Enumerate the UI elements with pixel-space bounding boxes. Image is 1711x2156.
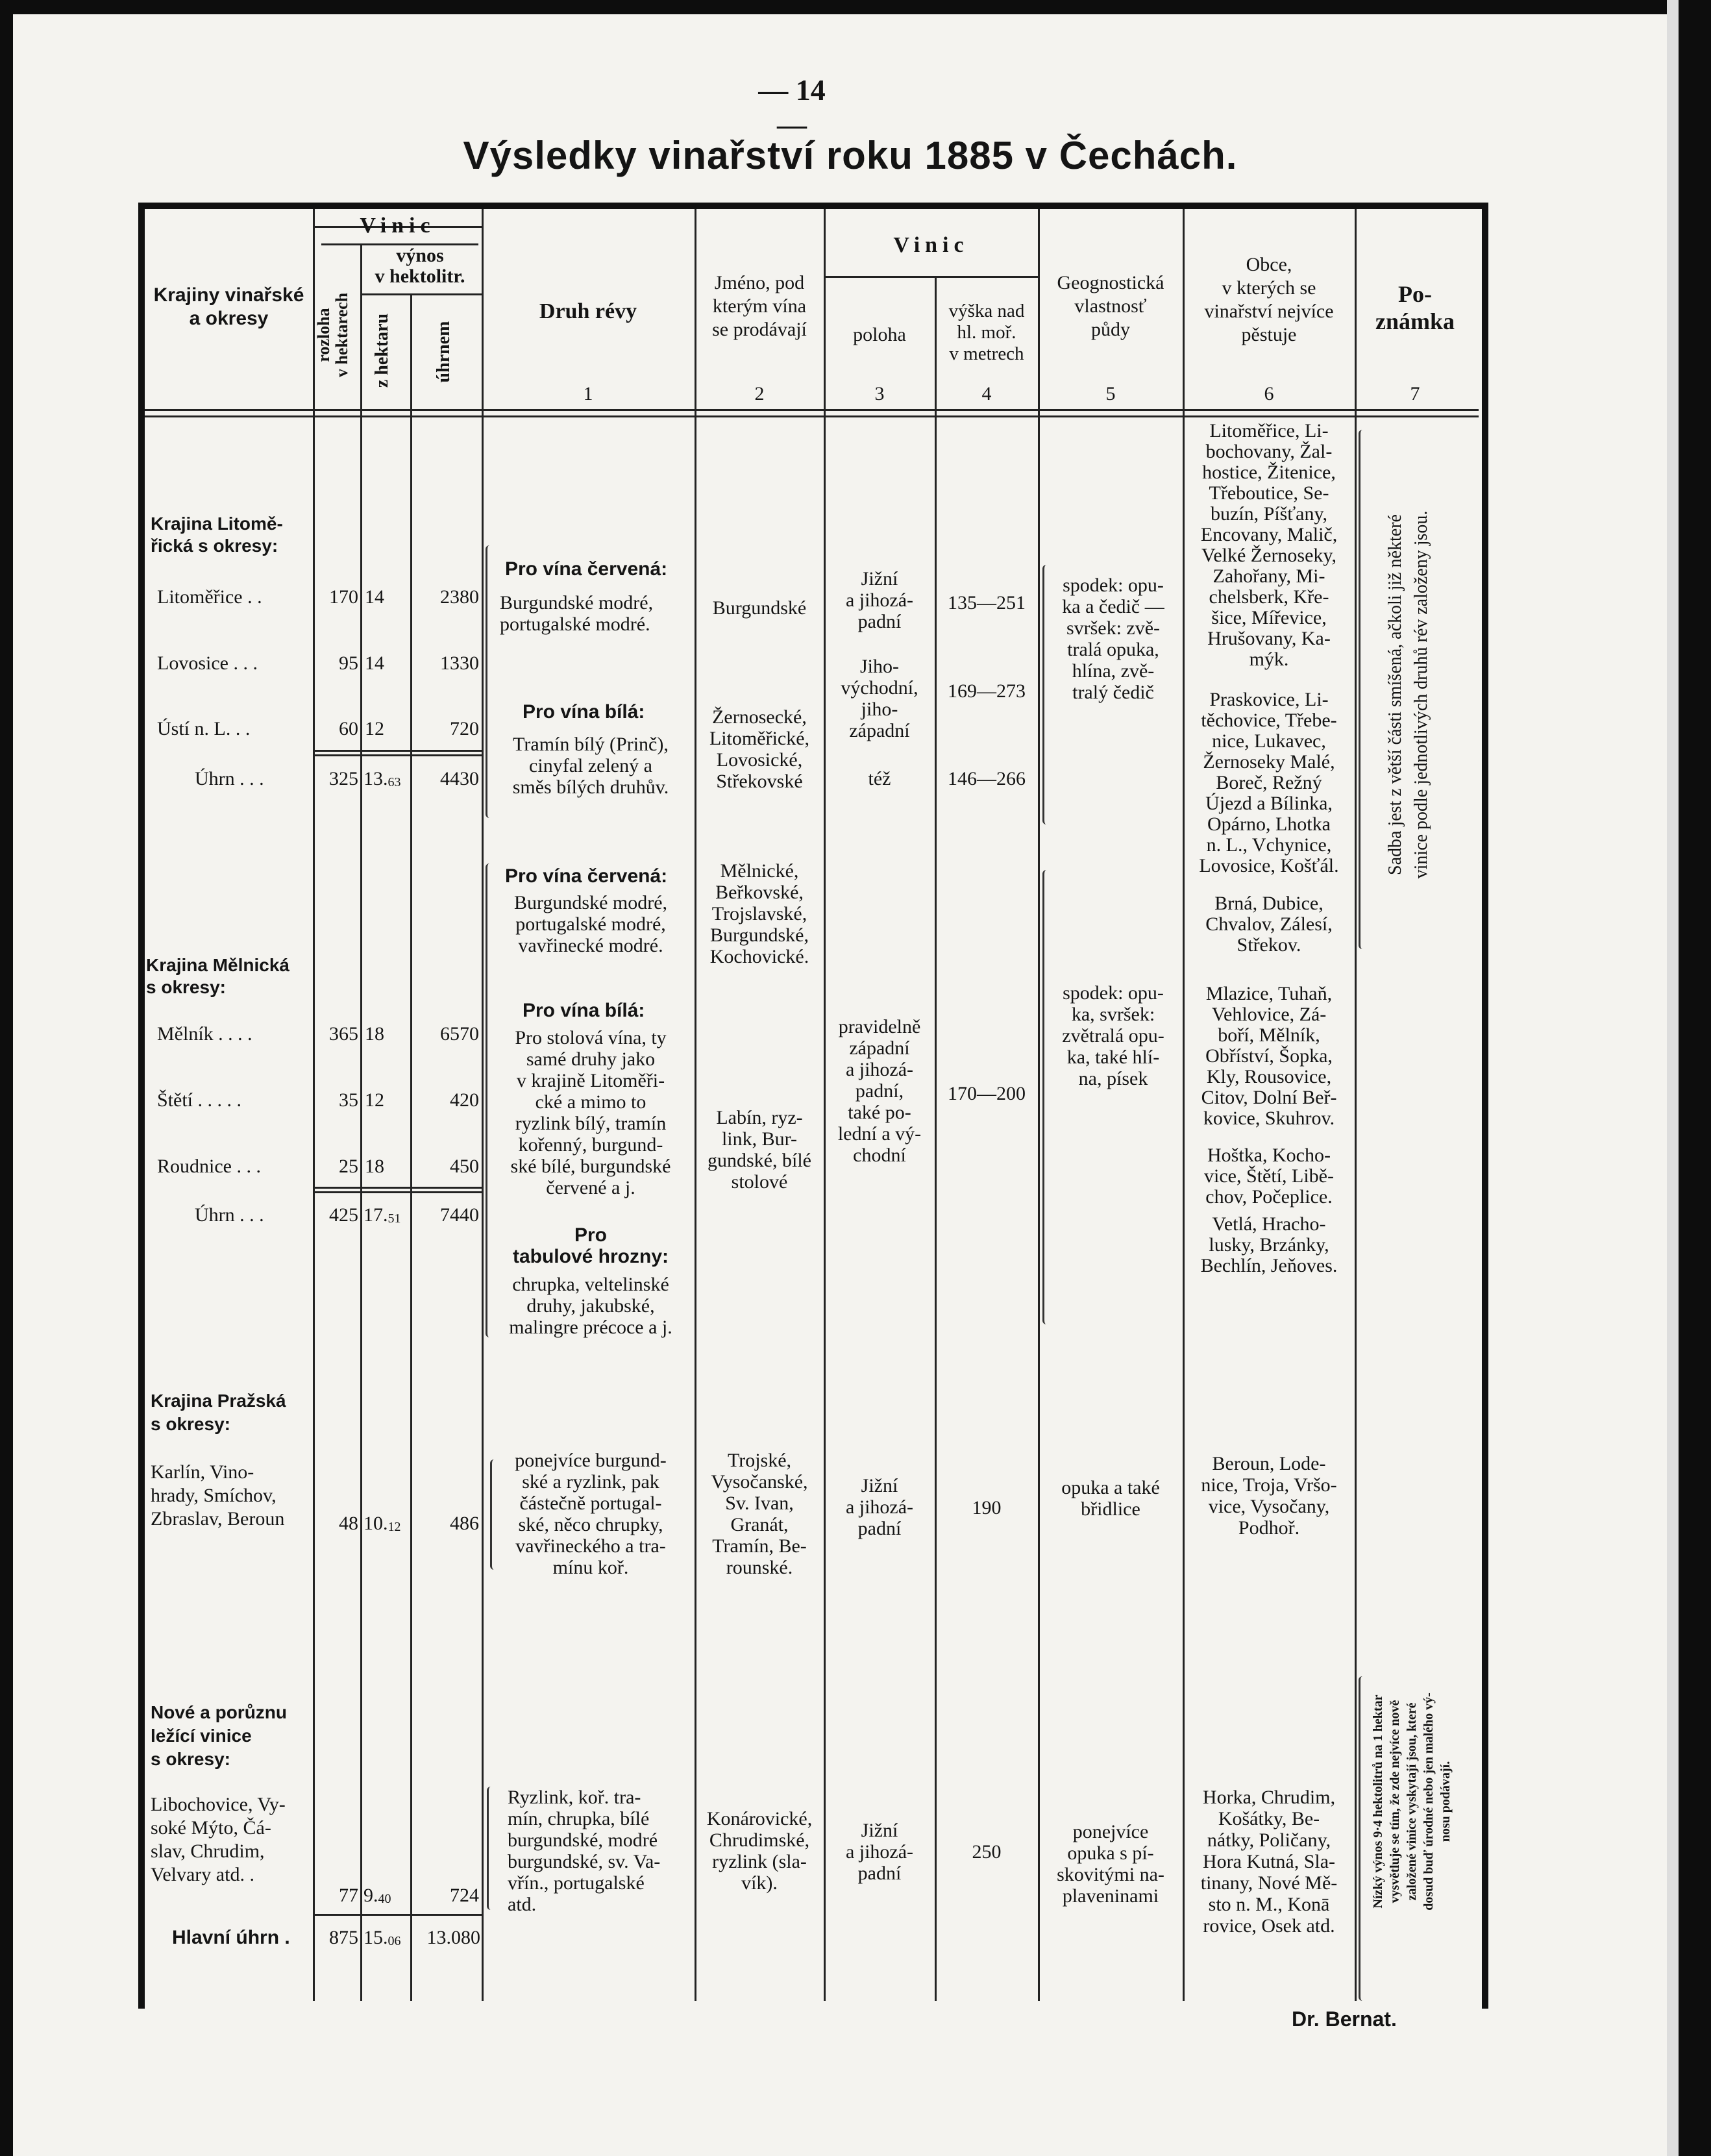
header-poznamka: Po- známka — [1375, 281, 1455, 334]
area-sum: 325 — [329, 768, 358, 789]
column-rule — [935, 276, 937, 2001]
grape-varieties: ponejvíce burgund- ské a ryzlink, pak částečně portugal- ské, něco chrupky, vavřineckého a tra- mínu koř. — [515, 1450, 667, 1578]
header-poloha: poloha — [853, 324, 906, 345]
header-vyska: výška nad hl. moř. v metrech — [948, 301, 1025, 364]
wine-name: Burgundské — [712, 597, 807, 619]
altitude: 146—266 — [948, 768, 1026, 789]
area-sum: 425 — [329, 1204, 358, 1226]
area-value: 365 — [329, 1023, 358, 1045]
municipalities: Beroun, Lode- nice, Troja, Vršo- vice, Vysočany, Podhoř. — [1201, 1453, 1337, 1539]
altitude: 190 — [972, 1497, 1002, 1518]
altitude: 250 — [972, 1841, 1002, 1863]
column-rule — [1038, 209, 1040, 2001]
soil-geology: ponejvíce opuka s pí- skovitými na- plaveninami — [1057, 1821, 1164, 1907]
header-rozloha-text: rozloha v hektarech — [314, 292, 351, 378]
sum-label: Úhrn . . . — [195, 768, 264, 789]
municipalities: Litoměřice, Li- bochovany, Žal- hostice, Žitenice, Třeboutice, Se- buzín, Píšťany, Encovany, Malič, Velké Žernoseky, Zahořany, Mi- chelsberk, Kře- šice, Mířevice, Hrušovany, Ka- mýk. — [1200, 420, 1338, 670]
yield-total: 724 — [450, 1885, 479, 1906]
column-rule — [1355, 209, 1357, 2001]
header-druh: Druh révy — [539, 299, 637, 323]
vineyard-position: Jižní a jihozá- padní — [845, 568, 914, 632]
brace — [1359, 1676, 1367, 2001]
yield-total-sum: 4430 — [440, 768, 479, 789]
column-number: 7 — [1410, 383, 1420, 404]
red-wine-varieties: Burgundské modré, portugalské modré, vavřinecké modré. — [513, 892, 668, 956]
header-rule — [360, 293, 482, 295]
red-wine-varieties: Burgundské modré, portugalské modré. — [500, 592, 654, 635]
yield-total: 720 — [450, 718, 479, 739]
yield-per-ha-dec: 63 — [388, 775, 401, 789]
yield-per-ha-sum — [363, 768, 401, 793]
municipalities: Mlazice, Tuhaň, Vehlovice, Zá- boří, Mělník, Obříství, Šopka, Kly, Rousovice, Citov, Dolní Beř- kovice, Skuhrov. — [1201, 983, 1337, 1129]
column-rule — [482, 209, 484, 2001]
soil-geology: spodek: opu- ka, svršek: zvětralá opu- ka, také hlí- na, písek — [1062, 982, 1164, 1089]
municipalities: Brná, Dubice, Chvalov, Zálesí, Střekov. — [1205, 893, 1333, 956]
signature: Dr. Bernat. — [1292, 2007, 1397, 2031]
yield-per-ha-int: 17. — [363, 1204, 388, 1226]
grand-total-yield: 13.080 — [426, 1927, 480, 1948]
wine-name: Žernosecké, Litoměřické, Lovosické, Střekovské — [709, 706, 810, 792]
remark-top: Sadba jest z větší části smíšená, ačkoli již některé vinice podle jednotlivých druhů rév založeny jsou. — [1385, 510, 1431, 879]
area-value: 170 — [329, 586, 358, 608]
region-name: Krajina Pražská s okresy: — [151, 1391, 286, 1434]
column-rule — [313, 209, 315, 2001]
page-number: — 14 — — [758, 73, 826, 141]
scan-border-top — [0, 0, 1711, 14]
red-wine-label: Pro vína červená: — [505, 558, 668, 580]
white-wine-label: Pro vína bílá: — [523, 701, 645, 723]
page-title: Výsledky vinařství roku 1885 v Čechách. — [463, 134, 1238, 177]
yield-per-ha: 12 — [365, 718, 384, 739]
grape-varieties: Ryzlink, koř. tra- mín, chrupka, bílé burgundské, modré burgundské, sv. Va- vřín., portugalské atd. — [508, 1787, 661, 1915]
brace — [1042, 870, 1051, 1324]
column-rule — [360, 243, 362, 2001]
municipalities: Vetlá, Hracho- lusky, Brzánky, Bechlín, Jeňoves. — [1200, 1213, 1338, 1276]
header-jmeno: Jméno, pod kterým vína se prodávají — [712, 272, 807, 340]
header-regions: Krajiny vinařské a okresy — [153, 284, 304, 329]
wine-name: Mělnické, Beřkovské, Trojslavské, Burgundské, Kochovické. — [709, 860, 809, 967]
header-rule — [824, 276, 1038, 278]
vineyard-position: Jiho- východní, jiho- západní — [841, 656, 918, 741]
remark-bottom: Nízký výnos 9·4 hektolitrů na 1 hektar vysvětluje se tím, že zde nejvíce nově založené vinice vyskytají jsou, které dosud buď úrodné nebo jen malého vý- nosu podávají. — [1371, 1692, 1453, 1911]
grand-total-per-ha — [363, 1927, 401, 1952]
header-geo: Geognostická vlastnosť půdy — [1057, 272, 1164, 340]
yield-total: 450 — [450, 1156, 479, 1177]
scan-edge-right — [1667, 0, 1679, 2156]
column-number: 4 — [981, 383, 992, 404]
region-name: Krajina Mělnická s okresy: — [146, 955, 289, 997]
district-name: Mělník . . . . — [157, 1023, 252, 1045]
region-name: Krajina Litomě- řická s okresy: — [151, 514, 283, 556]
table-grapes-label: Pro tabulové hrozny: — [512, 1224, 669, 1267]
column-number: 3 — [874, 383, 885, 404]
column-number: 1 — [583, 383, 593, 404]
column-number: 5 — [1105, 383, 1116, 404]
scan-border-right — [1679, 0, 1711, 2156]
yield-total-sum: 7440 — [440, 1204, 479, 1226]
yield-per-ha-dec: 40 — [378, 1892, 391, 1906]
column-number: 6 — [1264, 383, 1274, 404]
area-value: 77 — [339, 1885, 358, 1906]
header-obce: Obce, v kterých se vinařství nejvíce pěstuje — [1204, 254, 1334, 345]
district-name: Lovosice . . . — [157, 652, 258, 674]
altitude: 169—273 — [948, 680, 1026, 702]
header-bottom-rule — [145, 409, 1479, 411]
district-name: Ústí n. L. . . — [157, 718, 251, 739]
district-name: Karlín, Vino- hrady, Smíchov, Zbraslav, Beroun — [151, 1461, 285, 1530]
altitude: 135—251 — [948, 592, 1026, 613]
sum-label: Úhrn . . . — [195, 1204, 264, 1226]
district-name: Štětí . . . . . — [157, 1089, 242, 1111]
soil-geology: spodek: opu- ka a čedič — svršek: zvě- tralá opuka, hlína, zvě- tralý čedič — [1062, 575, 1164, 703]
sum-rule — [315, 1191, 482, 1193]
yield-total: 1330 — [440, 652, 479, 674]
wine-name: Labín, ryz- link, Bur- gundské, bílé stolové — [708, 1107, 811, 1193]
grand-total-area: 875 — [329, 1927, 358, 1948]
region-name: Nové a porůznu ležící vinice s okresy: — [151, 1702, 288, 1769]
yield-total: 6570 — [440, 1023, 479, 1045]
vineyard-position: Jižní a jihozá- padní — [845, 1820, 914, 1884]
wine-name: Konárovické, Chrudimské, ryzlink (sla- vík). — [706, 1808, 813, 1894]
white-wine-varieties: Tramín bílý (Prinč), cinyfal zelený a směs bílých druhův. — [512, 734, 669, 798]
vineyard-position: Jižní a jihozá- padní — [845, 1475, 914, 1539]
yield-total: 486 — [450, 1513, 479, 1534]
area-value: 95 — [339, 652, 358, 674]
sum-rule — [315, 754, 482, 756]
sum-rule — [315, 1187, 482, 1189]
header-vynos: výnos v hektolitr. — [375, 245, 465, 287]
header-uhrnem: úhrnem — [434, 321, 454, 383]
yield-total: 2380 — [440, 586, 479, 608]
yield-per-ha-int: 10. — [363, 1513, 388, 1534]
sum-rule — [315, 750, 482, 752]
district-name: Litoměřice . . — [157, 586, 262, 608]
yield-per-ha: 18 — [365, 1023, 384, 1045]
altitude: 170—200 — [948, 1083, 1026, 1104]
yield-per-ha: 14 — [365, 586, 384, 608]
white-wine-label: Pro vína bílá: — [523, 1000, 645, 1021]
white-wine-varieties: Pro stolová vína, ty samé druhy jako v krajině Litoměři- cké a mimo to ryzlink bílý, tramín kořenný, burgund- ské bílé, burgundské červené a j. — [510, 1027, 671, 1198]
column-rule — [695, 209, 696, 2001]
scan-border-left — [0, 0, 13, 2156]
soil-geology: opuka a také břidlice — [1061, 1477, 1160, 1520]
yield-per-ha-dec: 12 — [388, 1520, 401, 1534]
column-rule — [410, 293, 412, 2001]
grand-total-label: Hlavní úhrn . — [172, 1927, 290, 1948]
district-name: Roudnice . . . — [157, 1156, 261, 1177]
municipalities: Horka, Chrudim, Košátky, Be- nátky, Poličany, Hora Kutná, Sla- tinany, Nové Mě- sto n. M., Konā rovice, Osek atd. — [1200, 1787, 1338, 1937]
area-value: 48 — [339, 1513, 358, 1534]
yield-per-ha: 18 — [365, 1156, 384, 1177]
yield-per-ha-dec: 51 — [388, 1211, 401, 1226]
district-name: Libochovice, Vy- soké Mýto, Čá- slav, Chrudim, Velvary atd. . — [151, 1794, 286, 1885]
red-wine-label: Pro vína červená: — [505, 865, 668, 887]
header-z-hektaru: z hektaru — [372, 313, 392, 388]
yield-total: 420 — [450, 1089, 479, 1111]
area-value: 60 — [339, 718, 358, 739]
area-value: 25 — [339, 1156, 358, 1177]
vineyard-position: též — [868, 768, 891, 789]
yield-per-ha — [363, 1885, 391, 1910]
area-value: 35 — [339, 1089, 358, 1111]
yield-per-ha: 14 — [365, 652, 384, 674]
brace — [1359, 430, 1367, 949]
yield-per-ha-int: 15. — [363, 1927, 388, 1948]
header-rozloha — [315, 277, 354, 393]
yield-per-ha — [363, 1513, 401, 1538]
municipalities: Praskovice, Li- těchovice, Třebe- nice, Lukavec, Žernoseky Malé, Boreč, Režný Újezd a Bílinka, Opárno, Lhotka n. L., Vchynice, Lovosice, Košťál. — [1199, 689, 1339, 876]
municipalities: Hoštka, Kocho- vice, Štětí, Libě- chov, Počeplice. — [1204, 1145, 1334, 1208]
yield-per-ha-sum — [363, 1204, 401, 1230]
wine-name: Trojské, Vysočanské, Sv. Ivan, Granát, Tramín, Be- rounské. — [711, 1450, 808, 1578]
table-grapes-varieties: chrupka, veltelinské druhy, jakubské, malingre précoce a j. — [509, 1274, 672, 1338]
column-number: 2 — [754, 383, 765, 404]
yield-per-ha: 12 — [365, 1089, 384, 1111]
yield-per-ha-dec: 06 — [388, 1934, 401, 1948]
sum-rule — [315, 1914, 482, 1916]
brace — [487, 1787, 495, 1910]
yield-per-ha-int: 9. — [363, 1885, 378, 1906]
yield-per-ha-int: 13. — [363, 768, 388, 789]
header-vinic: Vinic — [360, 214, 436, 238]
vineyard-position: pravidelně západní a jihozá- padní, také po- lední a vý- chodní — [837, 1016, 922, 1166]
header-bottom-rule — [145, 415, 1479, 417]
header-vinic-2: Vinic — [893, 233, 969, 257]
